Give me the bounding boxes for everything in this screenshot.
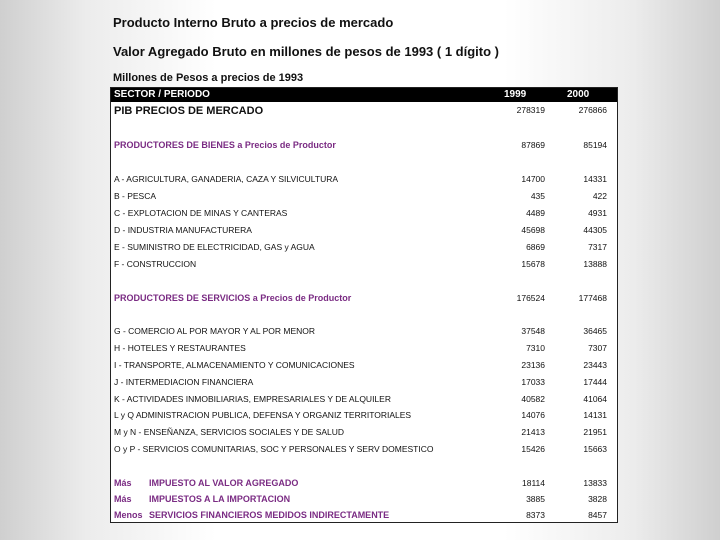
table-row-h (111, 343, 617, 356)
value-2000: 3828 (588, 494, 607, 504)
value-2000: 85194 (583, 140, 607, 150)
row-label: A - AGRICULTURA, GANADERIA, CAZA Y SILVICULTURA (114, 174, 339, 184)
table-row-d (111, 225, 617, 238)
row-label: J - INTERMEDIACION FINANCIERA (114, 377, 254, 387)
header-2000: 2000 (567, 89, 590, 100)
value-1999: 435 (530, 191, 545, 201)
value-2000: 4931 (588, 208, 607, 218)
table-row-mn (111, 427, 617, 440)
table-row-i (111, 360, 617, 373)
value-2000: 21951 (583, 427, 607, 437)
table-row-pib (111, 105, 617, 118)
gdp-table (110, 87, 618, 523)
value-2000: 41064 (583, 394, 607, 404)
value-1999: 17033 (521, 377, 545, 387)
row-label: M y N - ENSEÑANZA, SERVICIOS SOCIALES Y DE SALUD (114, 427, 345, 437)
table-row-g (111, 326, 617, 339)
table-row-iva (111, 478, 617, 491)
table-row-k (111, 394, 617, 407)
value-1999: 45698 (521, 225, 545, 235)
row-label: PIB PRECIOS DE MERCADO (114, 105, 264, 117)
row-label: I - TRANSPORTE, ALMACENAMIENTO Y COMUNICACIONES (114, 360, 355, 370)
value-1999: 278319 (516, 105, 545, 115)
table-row-sifmi (111, 510, 617, 523)
table-row-lq (111, 410, 617, 423)
value-1999: 14700 (521, 174, 545, 184)
value-2000: 23443 (583, 360, 607, 370)
table-row-a (111, 174, 617, 187)
value-2000: 7307 (588, 343, 607, 353)
value-2000: 36465 (583, 326, 607, 336)
table-header (111, 88, 617, 102)
row-label: PRODUCTORES DE SERVICIOS a Precios de Productor (114, 293, 352, 303)
table-row-import (111, 494, 617, 507)
value-2000: 8457 (588, 510, 607, 520)
value-1999: 18114 (521, 478, 545, 488)
row-label: E - SUMINISTRO DE ELECTRICIDAD, GAS y AGUA (114, 242, 315, 252)
value-1999: 21413 (521, 427, 545, 437)
table-row-op (111, 444, 617, 457)
row-label: IMPUESTO AL VALOR AGREGADO (149, 478, 299, 488)
value-1999: 3885 (526, 494, 545, 504)
value-1999: 4489 (526, 208, 545, 218)
value-2000: 44305 (583, 225, 607, 235)
header-1999: 1999 (504, 89, 527, 100)
value-1999: 6869 (526, 242, 545, 252)
value-1999: 8373 (526, 510, 545, 520)
value-2000: 14331 (583, 174, 607, 184)
value-1999: 15426 (521, 444, 545, 454)
row-label: G - COMERCIO AL POR MAYOR Y AL POR MENOR (114, 326, 316, 336)
table-row-f (111, 259, 617, 272)
row-label: D - INDUSTRIA MANUFACTURERA (114, 225, 252, 235)
table-row-b (111, 191, 617, 204)
value-1999: 176524 (516, 293, 545, 303)
row-label: B - PESCA (114, 191, 157, 201)
row-label: O y P - SERVICIOS COMUNITARIAS, SOC Y PERSONALES Y SERV DOMESTICO (114, 444, 434, 454)
value-2000: 13888 (583, 259, 607, 269)
value-1999: 23136 (521, 360, 545, 370)
table-row-servicios (111, 293, 617, 306)
value-2000: 17444 (583, 377, 607, 387)
row-prefix: Más (114, 478, 132, 488)
table-row-c (111, 208, 617, 221)
value-1999: 40582 (521, 394, 545, 404)
header-sector: SECTOR / PERIODO (114, 89, 210, 100)
value-2000: 13833 (583, 478, 607, 488)
row-label: L y Q ADMINISTRACION PUBLICA, DEFENSA Y ORGANIZ TERRITORIALES (114, 410, 412, 420)
value-2000: 422 (592, 191, 607, 201)
row-label: K - ACTIVIDADES INMOBILIARIAS, EMPRESARIALES Y DE ALQUILER (114, 394, 391, 404)
units-caption: Millones de Pesos a precios de 1993 (113, 72, 304, 84)
value-1999: 87869 (521, 140, 545, 150)
value-2000: 15663 (583, 444, 607, 454)
value-2000: 276866 (578, 105, 607, 115)
table-row-bienes (111, 140, 617, 153)
value-1999: 37548 (521, 326, 545, 336)
value-1999: 7310 (526, 343, 545, 353)
table-row-e (111, 242, 617, 255)
value-2000: 177468 (578, 293, 607, 303)
page-subtitle: Valor Agregado Bruto en millones de pesos de 1993 ( 1 dígito ) (113, 44, 499, 59)
table-row-j (111, 377, 617, 390)
value-1999: 15678 (521, 259, 545, 269)
row-label: F - CONSTRUCCION (114, 259, 197, 269)
row-prefix: Menos (114, 510, 143, 520)
value-2000: 14131 (583, 410, 607, 420)
row-label: PRODUCTORES DE BIENES a Precios de Productor (114, 140, 336, 150)
row-label: C - EXPLOTACION DE MINAS Y CANTERAS (114, 208, 288, 218)
page-title: Producto Interno Bruto a precios de mercado (113, 15, 394, 30)
row-label: H - HOTELES Y RESTAURANTES (114, 343, 246, 353)
value-1999: 14076 (521, 410, 545, 420)
value-2000: 7317 (588, 242, 607, 252)
row-prefix: Más (114, 494, 132, 504)
row-label: SERVICIOS FINANCIEROS MEDIDOS INDIRECTAMENTE (149, 510, 390, 520)
row-label: IMPUESTOS A LA IMPORTACION (149, 494, 291, 504)
